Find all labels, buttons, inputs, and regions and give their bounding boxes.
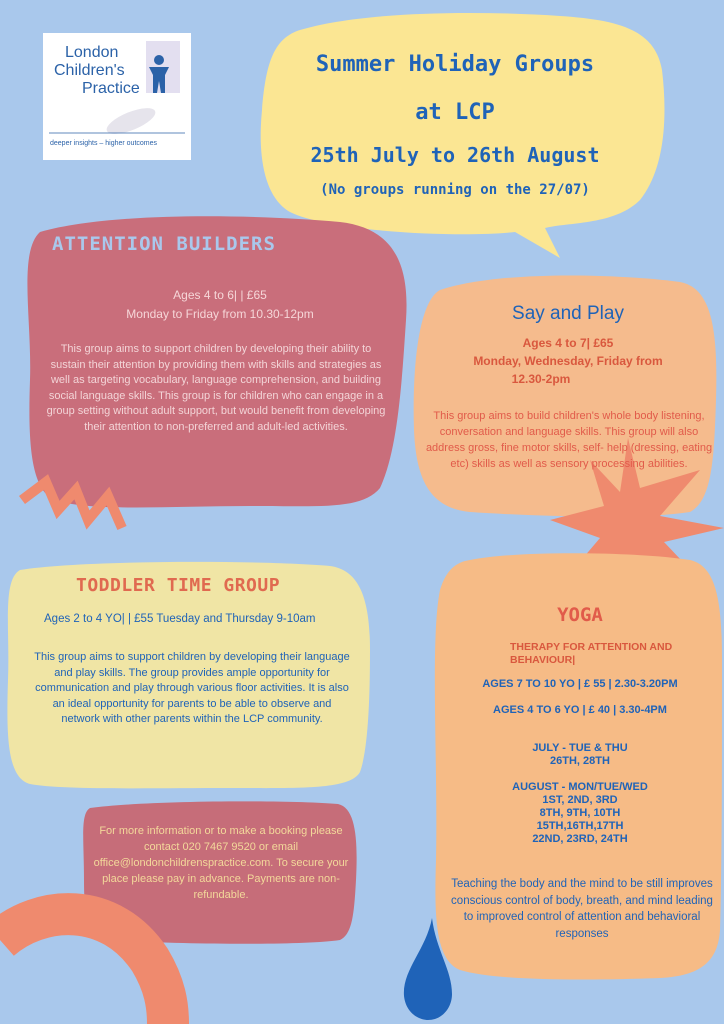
say-play-info [420,334,716,388]
header-note: (No groups running on the 27/07) [320,182,590,198]
yoga-july-label: JULY - TUE & THU [532,742,628,754]
attention-info [40,286,400,324]
attention-description: This group aims to support children by developing their ability to sustain their attention by providing them with skills and strategies as well as targeting vocabulary, language comprehension, and building social language skills. This group is for children who can engage in a group setting without adult support, but would benefit from developing their attention to non-preferred and adult-led activities. [46,343,386,433]
say-play-ages: Ages 4 to 7| £65 [522,336,614,350]
yoga-august-week3: 15TH,16TH,17TH [536,820,624,832]
attention-ages: Ages 4 to 6| | £65 [173,288,267,302]
yoga-description: Teaching the body and the mind to be still improves conscious control of body, breath, and mind leading to improved control of attention and behavioral responses [451,878,713,940]
toddler-info: Ages 2 to 4 YO| | £55 Tuesday and Thursday 9-10am [44,613,316,625]
yoga-july-dates: 26TH, 28TH [550,755,610,767]
say-play-title: Say and Play [512,303,624,324]
toddler-description: This group aims to support children by developing their language and play skills. The group provides ample opportunity for communication and play through various floor activities. It is also an ideal opportunity for parents to be able to observe and network with other parents within the LCP community. [34,651,350,726]
yoga-older-group: AGES 7 TO 10 YO | £ 55 | 2.30-3.20PM [482,678,678,690]
say-play-days: Monday, Wednesday, Friday from [473,354,663,368]
yoga-august-schedule [440,781,720,846]
yoga-younger-group: AGES 4 TO 6 YO | £ 40 | 3.30-4PM [493,704,667,716]
yoga-july-schedule [440,742,720,768]
logo-tagline: deeper insights – higher outcomes [50,140,158,147]
yoga-august-week1: 1ST, 2ND, 3RD [542,794,618,806]
toddler-title: TODDLER TIME GROUP [76,575,281,596]
yoga-subtitle: THERAPY FOR ATTENTION AND BEHAVIOUR| [510,641,673,666]
yoga-august-week4: 22ND, 23RD, 24TH [532,833,628,845]
yoga-title: YOGA [557,604,603,626]
lcp-logo [43,33,191,160]
logo-line3: Practice [82,80,140,97]
logo-line1: London [65,44,119,61]
yoga-august-label: AUGUST - MON/TUE/WED [512,781,648,793]
yoga-august-week2: 8TH, 9TH, 10TH [539,807,621,819]
say-play-time: 12.30-2pm [511,372,571,386]
header-title-line2: at LCP [415,100,495,125]
attention-schedule: Monday to Friday from 10.30-12pm [126,307,314,321]
header-dates: 25th July to 26th August [310,143,600,167]
arc-shape [0,914,168,1024]
logo-line2: Children's [54,62,125,79]
contact-info: For more information or to make a booking please contact 020 7467 9520 or email office@londonchildrenspractice.com. To secure your place please pay in advance. Payments are non-refundable. [93,825,349,901]
attention-title: ATTENTION BUILDERS [52,233,276,255]
header-title-line1: Summer Holiday Groups [315,52,595,77]
say-play-description: This group aims to build children's whole body listening, conversation and language skills. This group will also address gross, fine motor skills, self- help (dressing, eating etc) skills as well as sensory processing abilities. [425,410,713,470]
